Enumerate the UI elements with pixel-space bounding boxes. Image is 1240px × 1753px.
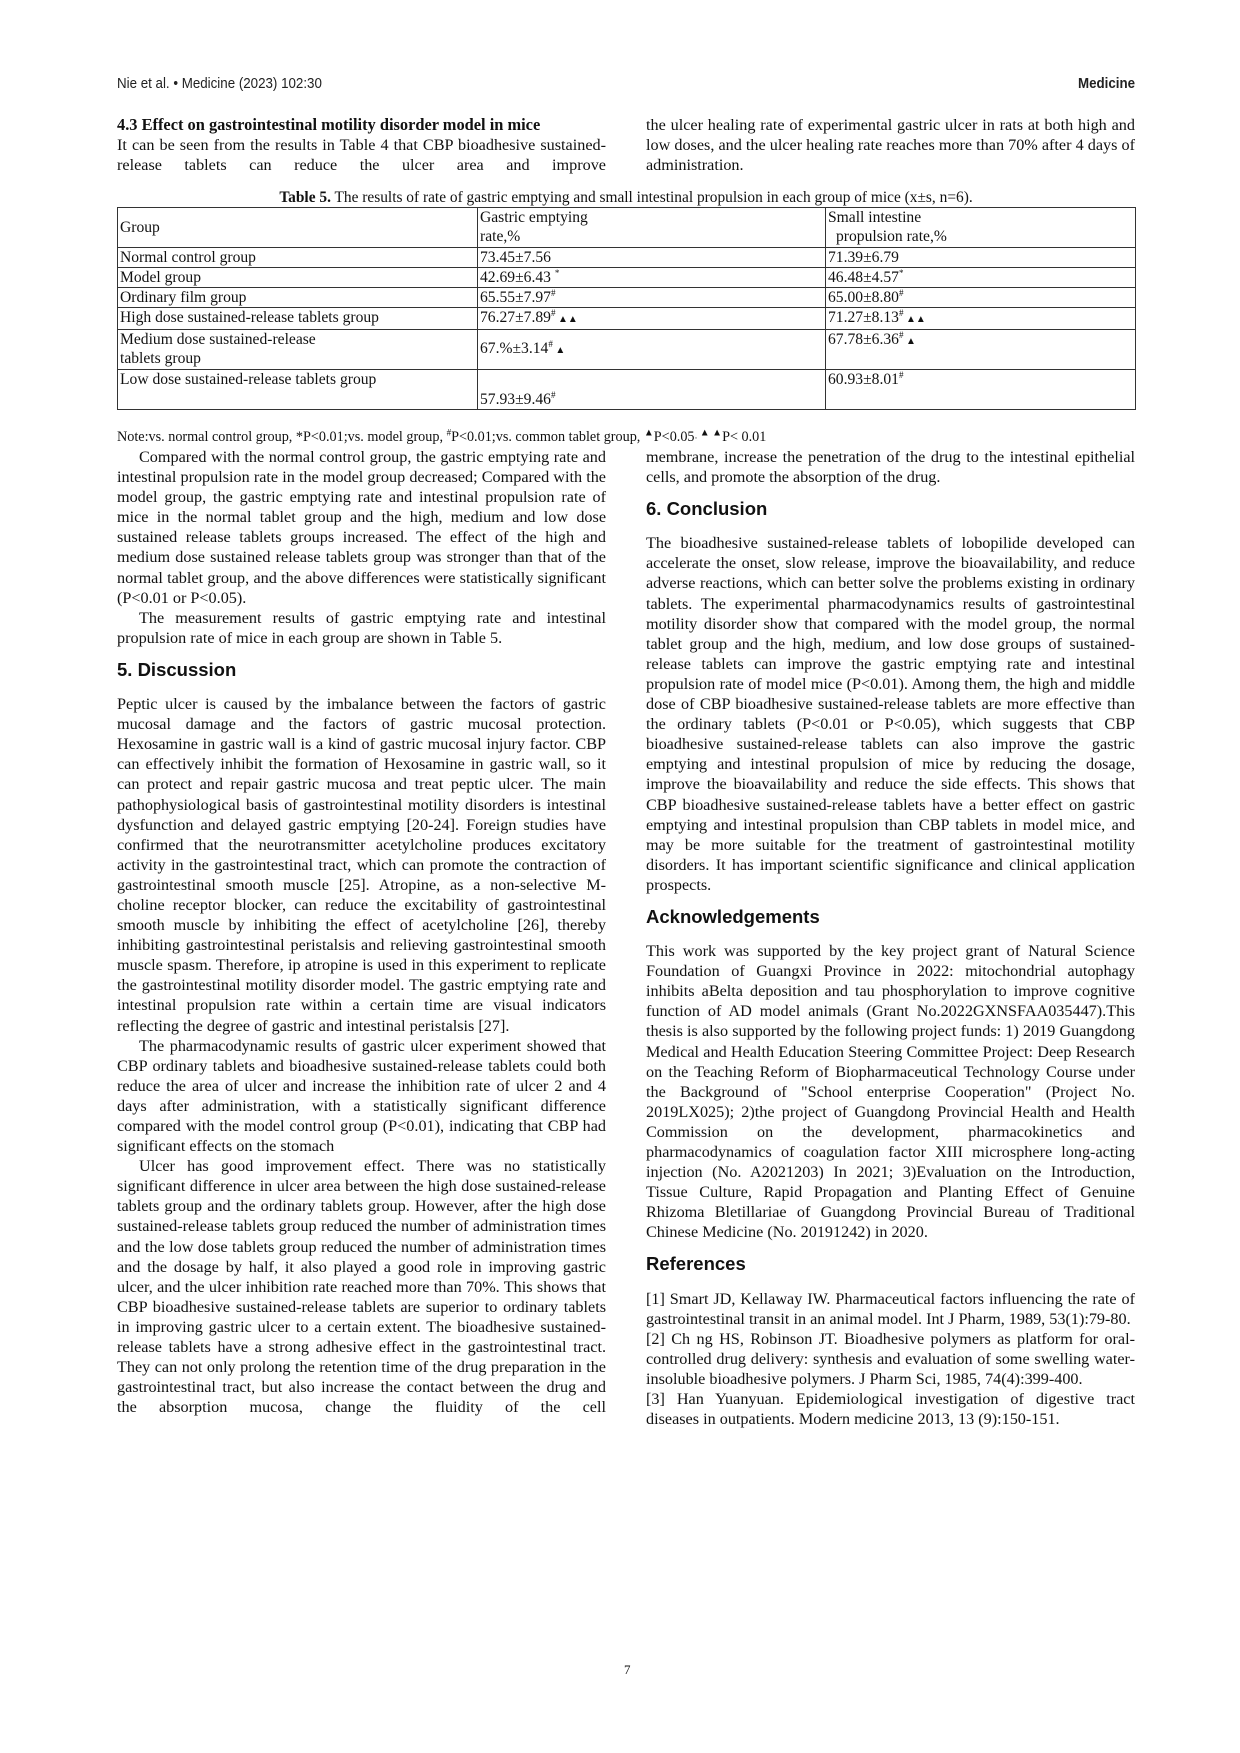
reference-item: [1] Smart JD, Kellaway IW. Pharmaceutical factors influencing the rate of gastrointestinal transit in an animal model. Int J Pharm, 1989, 53(1):79-80. xyxy=(646,1289,1135,1328)
header-gastric-emptying xyxy=(478,208,826,248)
significance-mark: # xyxy=(898,307,904,318)
cell-intestine xyxy=(826,308,1136,330)
value: 57.93±9.46 xyxy=(480,391,551,408)
header-intestine-propulsion xyxy=(826,208,1136,248)
table-row xyxy=(118,330,1136,370)
significance-mark: # xyxy=(898,369,904,380)
group-line2: tablets group xyxy=(120,350,201,367)
header-gastric-line2: rate,% xyxy=(480,228,521,245)
discussion-paragraph-1: Peptic ulcer is caused by the imbalance between the factors of gastric mucosal damage and the factors of gastric mucosal protection. Hexosamine in gastric wall is a kind of gastric mucosal injury factor. CBP can effectively inhibit the formation of Hexosamine in gastric wall, so it can protect and repair gastric mucosa and treat peptic ulcer. The main pathophysiological basis of gastrointestinal motility disorders is intestinal dysfunction and delayed gastric emptying [20-24]. Foreign studies have confirmed that the neurotransmitter acetylcholine produces excitatory activity in the gastrointestinal tract, which can promote the contraction of gastrointestinal smooth muscle [25]. Atropine, as a non-selective M-choline receptor blocker, can reduce the excitability of gastrointestinal smooth muscle by inhibiting the effect of acetylcholine [26], thereby inhibiting gastrointestinal peristalsis and relieving gastrointestinal smooth muscle spasm. Therefore, ip atropine is used in this experiment to replicate the gastrointestinal motility disorder model. The gastric emptying rate and intestinal propulsion rate within a certain time are visual indicators reflecting the degree of gastric and intestinal peristalsis [27]. xyxy=(117,695,606,1035)
table-5-label: Table 5. xyxy=(279,189,331,206)
header-citation: Nie et al. • Medicine (2023) 102:30 xyxy=(117,76,322,92)
note-part: P< 0.01 xyxy=(722,429,767,445)
cell-gastric xyxy=(478,288,826,308)
value: 73.45±7.56 xyxy=(480,249,551,266)
section-4-3-right xyxy=(646,115,1135,175)
value: 65.55±7.97 xyxy=(480,289,551,306)
significance-mark: # xyxy=(550,389,556,400)
cell-group: Ordinary film group xyxy=(118,288,478,308)
cell-intestine xyxy=(826,370,1136,410)
table-row xyxy=(118,308,1136,330)
discussion-paragraph-3: Ulcer has good improvement effect. There was no statistically significant difference in ulcer area between the high dose sustained-release tablets group and the ordinary tablets group. However, after the high dose sustained-release tablets group reduced the number of administration times and the low dose tablets group reduced the number of administration times and the dosage by half, it also played a good role in improving gastric ulcer, and the ulcer inhibition rate reached more than 70%. This shows that CBP bioadhesive sustained-release tablets are superior to ordinary tablets in improving gastric ulcer to a certain extent. The bioadhesive sustained-release tablets have a strong adhesive effect in the gastrointestinal tract. They can not only prolong the retention time of the drug preparation in the gastrointestinal tract, but also increase the contact between the drug and the absorption mucosa, change the fluidity of the cell xyxy=(117,1157,606,1417)
page-number: 7 xyxy=(624,1662,631,1677)
right-column xyxy=(646,447,1135,1429)
section-4-3-paragraph-start: It can be seen from the results in Table 4 that CBP bioadhesive sustained-release tablets can reduce the ulcer area and improve xyxy=(117,136,606,175)
cell-group: High dose sustained-release tablets group xyxy=(118,308,478,330)
value: 46.48±4.57 xyxy=(828,269,899,286)
header-intestine-line1: Small intestine xyxy=(828,209,922,226)
cell-intestine xyxy=(826,330,1136,370)
results-paragraph-2: The measurement results of gastric emptying rate and intestinal propulsion rate of mice in each group are shown in Table 5. xyxy=(117,608,606,647)
conclusion-paragraph: The bioadhesive sustained-release tablets of lobopilide developed can accelerate the onset, slow release, improve the bioavailability, and reduce adverse reactions, which can better solve the problems existing in ordinary tablets. The experimental pharmacodynamics results of gastrointestinal motility disorder show that compared with the model group, the normal tablet group and the high, medium, and low dose groups of sustained-release tablets can improve the gastric emptying rate and intestinal propulsion rate of model mice (P<0.01). Among them, the high and middle dose of CBP bioadhesive sustained-release tablets are more effective than the ordinary tablets (P<0.01 or P<0.05), which suggests that CBP bioadhesive sustained-release tablets can also improve the gastric emptying and intestinal propulsion of mice by reducing the dosage, improve the bioavailability and reduce the side effects. This shows that CBP bioadhesive sustained-release tablets have a better effect on gastric emptying and intestinal propulsion than CBP tablets in model mice, and may be more suitable for the treatment of gastrointestinal motility disorders. It has important scientific significance and clinical application prospects. xyxy=(646,534,1135,894)
table-row xyxy=(118,268,1136,288)
acknowledgements-heading: Acknowledgements xyxy=(646,905,820,927)
triangle-marker-icon: ▲▲ xyxy=(555,314,578,325)
left-column xyxy=(117,447,606,1417)
table-row xyxy=(118,370,1136,410)
conclusion-heading: 6. Conclusion xyxy=(646,498,768,520)
table-5-caption xyxy=(117,188,1135,207)
cell-group: Normal control group xyxy=(118,248,478,268)
significance-mark: # xyxy=(548,338,553,349)
running-header xyxy=(117,76,1135,98)
table-row xyxy=(118,248,1136,268)
value: 65.00±8.80 xyxy=(828,289,899,306)
value: 67.%±3.14 xyxy=(480,340,549,357)
table-5-caption-text: The results of rate of gastric emptying and small intestinal propulsion in each group of mice (x±s, n=6). xyxy=(330,189,973,206)
section-4-3-title: 4.3 Effect on gastrointestinal motility disorder model in mice xyxy=(117,115,541,134)
triangle-marker-icon: ▲ xyxy=(552,345,566,356)
note-separator: · xyxy=(694,433,700,443)
triangle-marker-icon: ▲▲ xyxy=(903,314,926,325)
cell-gastric xyxy=(478,268,826,288)
cell-group xyxy=(118,330,478,370)
cell-gastric xyxy=(478,370,826,410)
double-triangle-marker-icon: ▲ ▲ xyxy=(699,427,723,439)
value: 71.27±8.13 xyxy=(828,309,899,326)
value: 67.78±6.36 xyxy=(828,331,899,348)
hash-mark: # xyxy=(446,427,452,438)
references-heading: References xyxy=(646,1253,746,1275)
value: 71.39±6.79 xyxy=(828,249,899,266)
note-part: Note:vs. normal control group, *P<0.01;vs. model group, xyxy=(117,429,447,445)
value: 42.69±6.43 xyxy=(480,269,555,286)
header-intestine-line2: propulsion rate,% xyxy=(836,228,947,245)
discussion-heading: 5. Discussion xyxy=(117,658,237,680)
discussion-paragraph-2: The pharmacodynamic results of gastric ulcer experiment showed that CBP ordinary tablets and bioadhesive sustained-release tablets could both reduce the area of ulcer and increase the inhibition rate of ulcer 2 and 4 days after administration, with a statistically significant difference compared with the model control group (P<0.01), indicating that CBP had significant effects on the stomach xyxy=(117,1036,606,1156)
header-group: Group xyxy=(118,208,478,248)
significance-mark: * xyxy=(554,267,560,278)
note-part: P<0.05 xyxy=(653,429,695,445)
cell-group: Low dose sustained-release tablets group xyxy=(118,370,478,410)
significance-mark: # xyxy=(898,329,904,340)
cell-gastric xyxy=(478,308,826,330)
group-line1: Medium dose sustained-release xyxy=(120,331,316,348)
cell-intestine xyxy=(826,268,1136,288)
section-4-3-left xyxy=(117,115,606,175)
discussion-continued: membrane, increase the penetration of the drug to the intestinal epithelial cells, and promote the absorption of the drug. xyxy=(646,448,1135,487)
cell-intestine xyxy=(826,288,1136,308)
value: 60.93±8.01 xyxy=(828,371,899,388)
triangle-marker-icon: ▲ xyxy=(903,336,916,347)
triangle-marker-icon: ▲ xyxy=(643,427,654,439)
header-gastric-line1: Gastric emptying xyxy=(480,209,588,226)
header-journal-name: Medicine xyxy=(1077,76,1135,92)
reference-item: [2] Ch ng HS, Robinson JT. Bioadhesive polymers as platform for oral-controlled drug delivery: synthesis and evaluation of some swelling water-insoluble bioadhesive polymers. J Pharm Sci, 1985, 74(4):399-400. xyxy=(646,1329,1135,1388)
value: 76.27±7.89 xyxy=(480,309,551,326)
cell-gastric xyxy=(478,248,826,268)
section-4-3-paragraph-end: the ulcer healing rate of experimental gastric ulcer in rats at both high and low doses, and the ulcer healing rate reaches more than 70% after 4 days of administration. xyxy=(646,116,1135,175)
table-5 xyxy=(117,207,1136,410)
significance-mark: # xyxy=(898,287,904,298)
significance-mark: * xyxy=(898,267,904,278)
note-part: P<0.01;vs. common tablet group, xyxy=(451,429,644,445)
table-row xyxy=(118,288,1136,308)
significance-mark: # xyxy=(550,307,556,318)
table-header-row xyxy=(118,208,1136,248)
cell-gastric xyxy=(478,330,826,370)
reference-item: [3] Han Yuanyuan. Epidemiological investigation of digestive tract diseases in outpatients. Modern medicine 2013, 13 (9):150-151. xyxy=(646,1390,1135,1429)
cell-group: Model group xyxy=(118,268,478,288)
table-5-note xyxy=(117,429,1137,447)
acknowledgements-paragraph: This work was supported by the key project grant of Natural Science Foundation of Guangxi Province in 2022: mitochondrial autophagy inhibits aBelta deposition and tau phosphorylation to improve cognitive function of AD model animals (Grant No.2022GXNSFAA035447).This thesis is also supported by the following project funds: 1) 2019 Guangdong Medical and Health Education Steering Committee Project: Deep Research on the Teaching Reform of Biopharmaceutical Technology Course under the Background of "School enterprise Cooperation" (Project No. 2019LX025); 2)the project of Guangdong Provincial Health and Health Commission on the development, pharmacokinetics and pharmacodynamics of coagulation factor XIII microsphere long-acting injection (No. A2021203) In 2021; 3)Evaluation on the Introduction, Tissue Culture, Rapid Propagation and Planting Effect of Genuine Rhizoma Bletillariae of Guangdong Provincial Bureau of Traditional Chinese Medicine (No. 20191242) in 2020. xyxy=(646,942,1135,1242)
results-paragraph-1: Compared with the normal control group, the gastric emptying rate and intestinal propulsion rate in the model group decreased; Compared with the model group, the gastric emptying rate and intestinal propulsion rate of mice in the normal tablet group and the high, medium and low dose sustained release tablets groups increased. The effect of the high and medium dose sustained release tablets group was stronger than that of the normal tablet group, and the above differences were statistically significant (P<0.01 or P<0.05). xyxy=(117,448,606,607)
significance-mark: # xyxy=(550,287,556,298)
cell-intestine xyxy=(826,248,1136,268)
